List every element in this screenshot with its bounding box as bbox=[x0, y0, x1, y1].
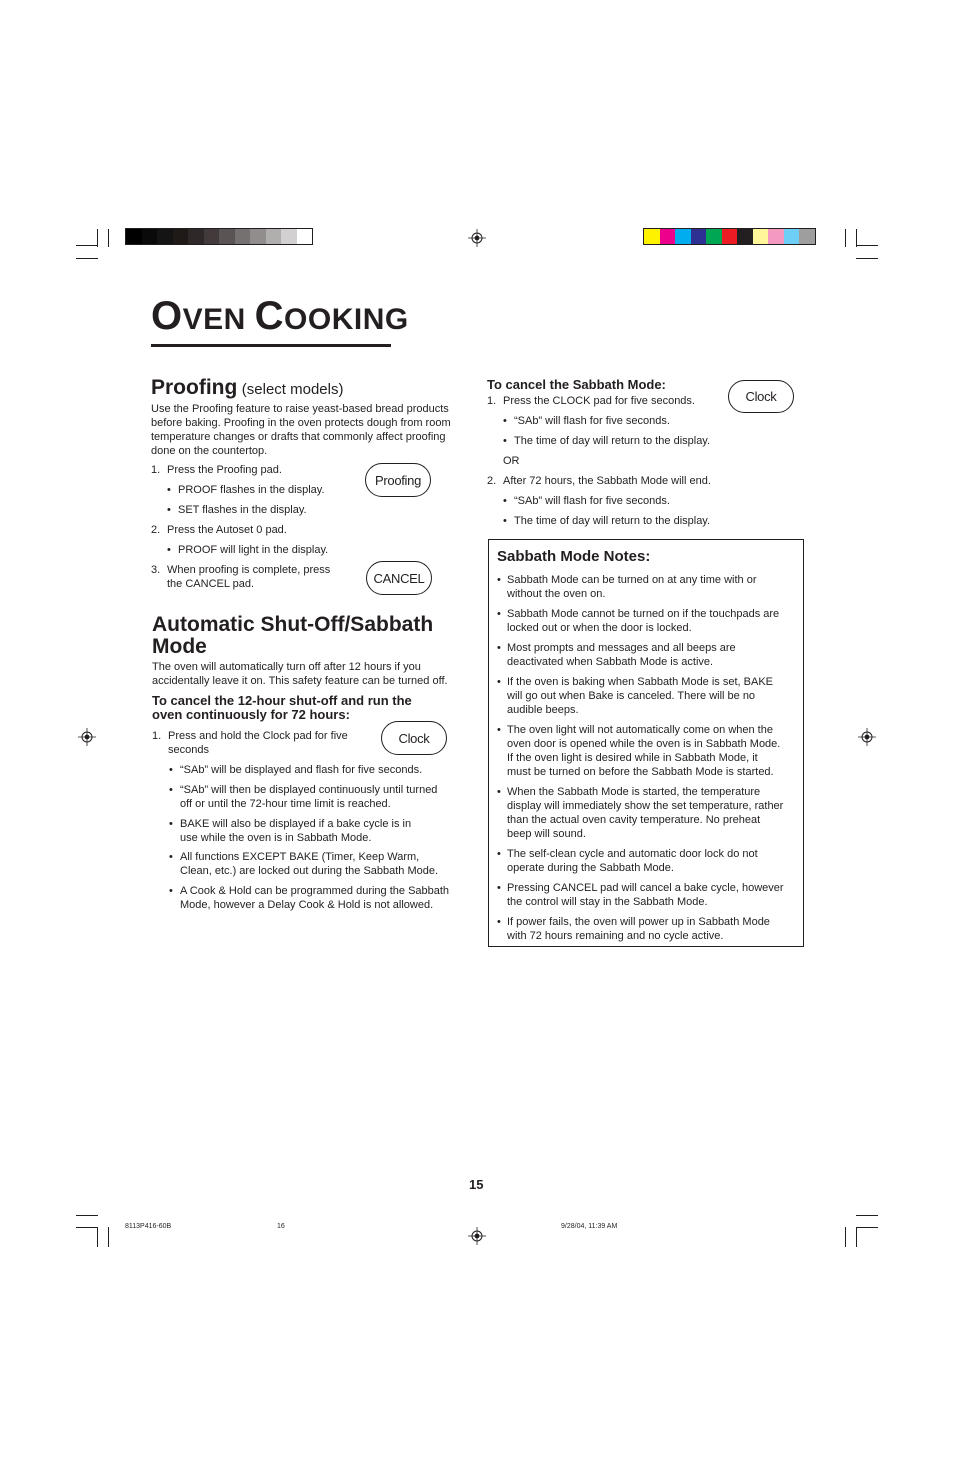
cancel-sabbath-heading: To cancel the Sabbath Mode: bbox=[487, 377, 666, 392]
crop-mark bbox=[108, 1227, 109, 1247]
list-item: • SET flashes in the display. bbox=[167, 504, 307, 516]
list-item bbox=[497, 785, 799, 841]
list-item bbox=[497, 915, 799, 943]
note-line: than the actual oven cavity temperature. No preheat bbox=[507, 814, 761, 826]
list-item bbox=[497, 573, 799, 601]
notes-list bbox=[497, 573, 799, 949]
bullet: • bbox=[497, 676, 501, 688]
footer-sheet: 16 bbox=[277, 1223, 285, 1230]
note-line: The oven light will not automatically come on when the bbox=[507, 724, 773, 736]
color-swatch bbox=[768, 229, 784, 244]
color-swatch bbox=[644, 229, 660, 244]
crop-mark bbox=[856, 1215, 878, 1216]
page-number: 15 bbox=[469, 1177, 484, 1192]
proofing-pad-illustration: Proofing bbox=[365, 463, 431, 497]
color-swatch bbox=[675, 229, 691, 244]
bullet: • bbox=[497, 882, 501, 894]
bullet: • bbox=[497, 916, 501, 928]
list-item: • “SAb” will flash for five seconds. bbox=[503, 415, 670, 427]
note-line: will go out when Bake is canceled. There will be no bbox=[507, 690, 756, 702]
list-item: 2. After 72 hours, the Sabbath Mode will end. bbox=[487, 475, 711, 487]
note-line: If power fails, the oven will power up in Sabbath Mode bbox=[507, 916, 770, 928]
crop-mark bbox=[856, 258, 878, 259]
shutoff-heading: Automatic Shut-Off/Sabbath Mode bbox=[152, 613, 434, 658]
color-swatch bbox=[126, 229, 142, 244]
color-swatch bbox=[691, 229, 707, 244]
crop-mark bbox=[76, 258, 98, 259]
list-item: • The time of day will return to the display. bbox=[503, 515, 711, 527]
color-swatch bbox=[784, 229, 800, 244]
title-underline bbox=[151, 344, 391, 347]
list-item: 3. When proofing is complete, press bbox=[151, 564, 331, 576]
bullet: • bbox=[497, 608, 501, 620]
note-line: Pressing CANCEL pad will cancel a bake cycle, however bbox=[507, 882, 784, 894]
clock-pad-illustration: Clock bbox=[728, 380, 794, 413]
note-line: deactivated when Sabbath Mode is active. bbox=[507, 656, 714, 668]
note-line: Sabbath Mode can be turned on at any time with or bbox=[507, 574, 757, 586]
crop-mark bbox=[76, 1215, 98, 1216]
note-line: locked out or when the door is locked. bbox=[507, 622, 692, 634]
color-swatch bbox=[204, 229, 220, 244]
color-swatch bbox=[737, 229, 753, 244]
footer-timestamp: 9/28/04, 11:39 AM bbox=[561, 1223, 618, 1230]
color-swatch bbox=[173, 229, 189, 244]
sabbath-notes-box bbox=[488, 539, 804, 947]
note-line: display will immediately show the set temperature, rather bbox=[507, 800, 784, 812]
bullet: • bbox=[497, 724, 501, 736]
note-line: If the oven is baking when Sabbath Mode is set, BAKE bbox=[507, 676, 773, 688]
bullet: • bbox=[497, 848, 501, 860]
note-line: with 72 hours remaining and no cycle active. bbox=[507, 930, 724, 942]
list-item: • “SAb” will flash for five seconds. bbox=[503, 495, 670, 507]
proofing-heading: Proofing (select models) bbox=[151, 376, 344, 399]
note-line: When the Sabbath Mode is started, the temperature bbox=[507, 786, 761, 798]
note-line: operate during the Sabbath Mode. bbox=[507, 862, 674, 874]
color-swatch bbox=[753, 229, 769, 244]
list-item: use while the oven is in Sabbath Mode. bbox=[180, 832, 372, 844]
page-title: OVEN COOKING bbox=[151, 294, 409, 338]
crop-mark bbox=[76, 1227, 98, 1228]
notes-heading: Sabbath Mode Notes: bbox=[497, 548, 651, 565]
list-item: 2. Press the Autoset 0 pad. bbox=[151, 524, 287, 536]
clock-pad-illustration: Clock bbox=[381, 721, 447, 755]
crop-mark bbox=[97, 1227, 98, 1247]
list-item: the CANCEL pad. bbox=[167, 578, 255, 590]
bullet: • bbox=[497, 786, 501, 798]
color-swatch bbox=[799, 229, 815, 244]
crop-mark bbox=[97, 229, 98, 247]
footer-code: 8113P416-60B bbox=[125, 1223, 172, 1230]
list-item bbox=[497, 723, 799, 779]
note-line: beep will sound. bbox=[507, 828, 586, 840]
grayscale-color-bar bbox=[125, 228, 313, 245]
registration-mark-icon bbox=[468, 229, 486, 247]
registration-mark-icon bbox=[468, 1227, 486, 1245]
crop-mark bbox=[108, 229, 109, 247]
cancel-pad-illustration: CANCEL bbox=[366, 561, 432, 595]
list-item bbox=[497, 881, 799, 909]
list-item: • PROOF will light in the display. bbox=[167, 544, 329, 556]
list-item: • “SAb” will be displayed and flash for five seconds. bbox=[169, 764, 423, 776]
proofing-intro: Use the Proofing feature to raise yeast-based bread products before baking. Proofing in the oven protects dough from room temperature changes or drafts that commonly affect proofing done on the countertop. bbox=[151, 403, 451, 457]
list-item: • The time of day will return to the display. bbox=[503, 435, 711, 447]
note-line: The self-clean cycle and automatic door lock do not bbox=[507, 848, 758, 860]
note-line: audible beeps. bbox=[507, 704, 579, 716]
list-item: 1. Press the CLOCK pad for five seconds. bbox=[487, 395, 695, 407]
crop-mark bbox=[76, 245, 98, 246]
note-line: must be turned on before the Sabbath Mode is started. bbox=[507, 766, 774, 778]
color-swatch bbox=[722, 229, 738, 244]
list-item: 1. Press and hold the Clock pad for five bbox=[152, 730, 348, 742]
list-item: Mode, however a Delay Cook & Hold is not allowed. bbox=[180, 899, 434, 911]
list-item: Clean, etc.) are locked out during the Sabbath Mode. bbox=[180, 865, 439, 877]
registration-mark-icon bbox=[858, 728, 876, 746]
list-item: • PROOF flashes in the display. bbox=[167, 484, 325, 496]
list-item: • A Cook & Hold can be programmed during the Sabbath bbox=[169, 885, 450, 897]
note-line: the control will stay in the Sabbath Mode. bbox=[507, 896, 708, 908]
crop-mark bbox=[856, 1227, 857, 1247]
color-swatch bbox=[142, 229, 158, 244]
color-swatch bbox=[281, 229, 297, 244]
list-item: • All functions EXCEPT BAKE (Timer, Keep Warm, bbox=[169, 851, 420, 863]
crop-mark bbox=[845, 229, 846, 247]
crop-mark bbox=[856, 245, 878, 246]
note-line: oven door is opened while the oven is in Sabbath Mode. bbox=[507, 738, 781, 750]
note-line: Most prompts and messages and all beeps are bbox=[507, 642, 736, 654]
color-swatch bbox=[188, 229, 204, 244]
crop-mark bbox=[856, 1227, 878, 1228]
list-item: 1. Press the Proofing pad. bbox=[151, 464, 282, 476]
list-item bbox=[497, 641, 799, 669]
color-swatch bbox=[266, 229, 282, 244]
color-swatch bbox=[219, 229, 235, 244]
list-item: off or until the 72-hour time limit is reached. bbox=[180, 798, 391, 810]
color-swatch bbox=[297, 229, 313, 244]
shutoff-intro: The oven will automatically turn off after 12 hours if you accidentally leave it on. This safety feature can be turned off. bbox=[152, 661, 448, 687]
list-item: • BAKE will also be displayed if a bake cycle is in bbox=[169, 818, 412, 830]
process-color-bar bbox=[643, 228, 816, 245]
list-item bbox=[497, 675, 799, 717]
list-item: seconds bbox=[168, 744, 209, 756]
list-item bbox=[497, 847, 799, 875]
color-swatch bbox=[235, 229, 251, 244]
color-swatch bbox=[660, 229, 676, 244]
color-swatch bbox=[706, 229, 722, 244]
note-line: without the oven on. bbox=[507, 588, 606, 600]
registration-mark-icon bbox=[78, 728, 96, 746]
bullet: • bbox=[497, 642, 501, 654]
crop-mark bbox=[856, 229, 857, 247]
list-item bbox=[497, 607, 799, 635]
note-line: If the oven light is desired while in Sabbath Mode, it bbox=[507, 752, 758, 764]
bullet: • bbox=[497, 574, 501, 586]
list-item: • “SAb” will then be displayed continuously until turned bbox=[169, 784, 438, 796]
shutoff-subheading: To cancel the 12-hour shut-off and run the oven continuously for 72 hours: bbox=[152, 693, 412, 722]
note-line: Sabbath Mode cannot be turned on if the touchpads are bbox=[507, 608, 780, 620]
list-item: OR bbox=[503, 455, 520, 467]
color-swatch bbox=[157, 229, 173, 244]
color-swatch bbox=[250, 229, 266, 244]
crop-mark bbox=[845, 1227, 846, 1247]
